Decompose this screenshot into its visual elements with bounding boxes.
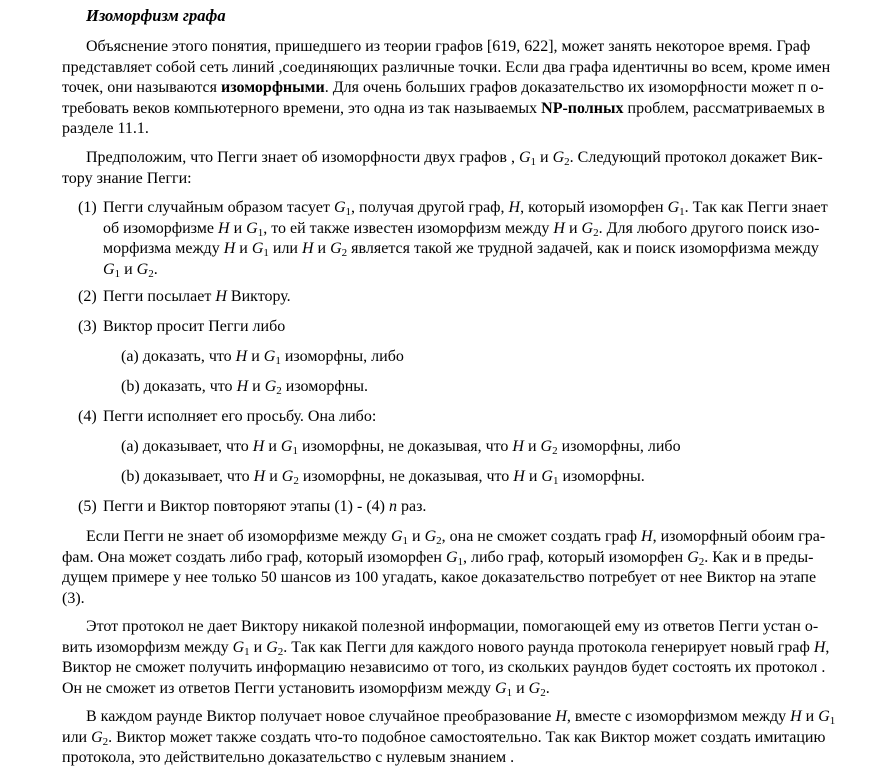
protocol-step-2: (2) Пегги посылает H Виктору. bbox=[78, 288, 291, 305]
step-3-option-b: (b) доказать, что H и $G_2$ изоморфны. bbox=[121, 378, 369, 397]
protocol-step-4: (4) Пегги исполняет его просьбу. Она либо: bbox=[78, 408, 377, 425]
paragraph-setup: Предположим, что Пегги знает об изоморфности двух графов , $G_1$ и $G_2$. Следующий протокол докажет Вик- тору знание Пегги: bbox=[62, 149, 823, 187]
protocol-step-3: (3) Виктор просит Пегги либо bbox=[78, 318, 286, 335]
paragraph-no-knowledge: Если Пегги не знает об изоморфизме между $G_1$ и $G_2$, она не сможет создать граф H, изоморфный обоим гра- фам. Она может создать либо граф, который изоморфен $G_1$, либо граф, который изоморфен $G_2$. Как и в преды- дущем примере у нее только 50 шансов из 100 угадать, какое доказательство потребует от нее Виктор на этапе (3). bbox=[62, 528, 826, 607]
paragraph-no-information: Этот протокол не дает Виктору никакой полезной информации, помогающей ему из ответов Пегги устан о- вить изоморфизм между $G_1$ и $G_2$. Так как Пегги для каждого нового раунда протокола генерирует новый граф H, Виктор не сможет получить информацию независимо от того, из скольких раундов будет состоять их протокол . Он не сможет из ответов Пегги установить изоморфизм между $G_1$ и $G_2$. bbox=[62, 618, 830, 699]
term-np-complete: NP-полных bbox=[541, 99, 624, 117]
step-4-option-a: (a) доказывает, что H и $G_1$ изоморфны, не доказывая, что H и $G_2$ изоморфны, либо bbox=[121, 438, 681, 457]
paragraph-zero-knowledge: В каждом раунде Виктор получает новое случайное преобразование H, вместе с изоморфизмом между H и $G_1$ или $G_2$. Виктор может также создать что-то подобное самостоятельно. Так как Виктор может создать имитацию протокола, это действительно доказательство с нулевым знанием . bbox=[62, 708, 836, 766]
section-title: Изоморфизм графа bbox=[86, 6, 226, 25]
step-4-option-b: (b) доказывает, что H и $G_2$ изоморфны, не доказывая, что H и $G_1$ изоморфны. bbox=[121, 468, 645, 487]
term-isomorphic: изоморфными bbox=[220, 79, 325, 96]
protocol-step-5: (5) Пегги и Виктор повторяют этапы (1) - (4) n раз. bbox=[78, 498, 427, 515]
paragraph-intro: Объяснение этого понятия, пришедшего из теории графов [619, 622], может занять некоторое время. Граф представляет собой сеть линий ,соединяющих различные точки. Если два графа идентичны во всем, кроме имен точек, они называются изоморфными. Для очень больших графов доказательство их изоморфности может п о- требовать веков компьютерного времени, это одна из так называемых NP-полных проблем, рассматриваемых в разделе 11.1. bbox=[62, 38, 831, 137]
protocol-step-1: (1) Пегги случайным образом тасует $G_1$, получая другой граф, H, который изоморфен $G_1$. Так как Пегги знает об изоморфизме H и $G_1$, то ей также известен изоморфизм между H и $G_2$. Для любого другого поиск изо- морфизма между H и $G_1$ или H и $G_2$ является такой же трудной задачей, как и поиск изоморфизма между $G_1$ и $G_2$. bbox=[78, 199, 828, 280]
step-3-option-a: (a) доказать, что H и $G_1$ изоморфны, либо bbox=[121, 348, 404, 367]
